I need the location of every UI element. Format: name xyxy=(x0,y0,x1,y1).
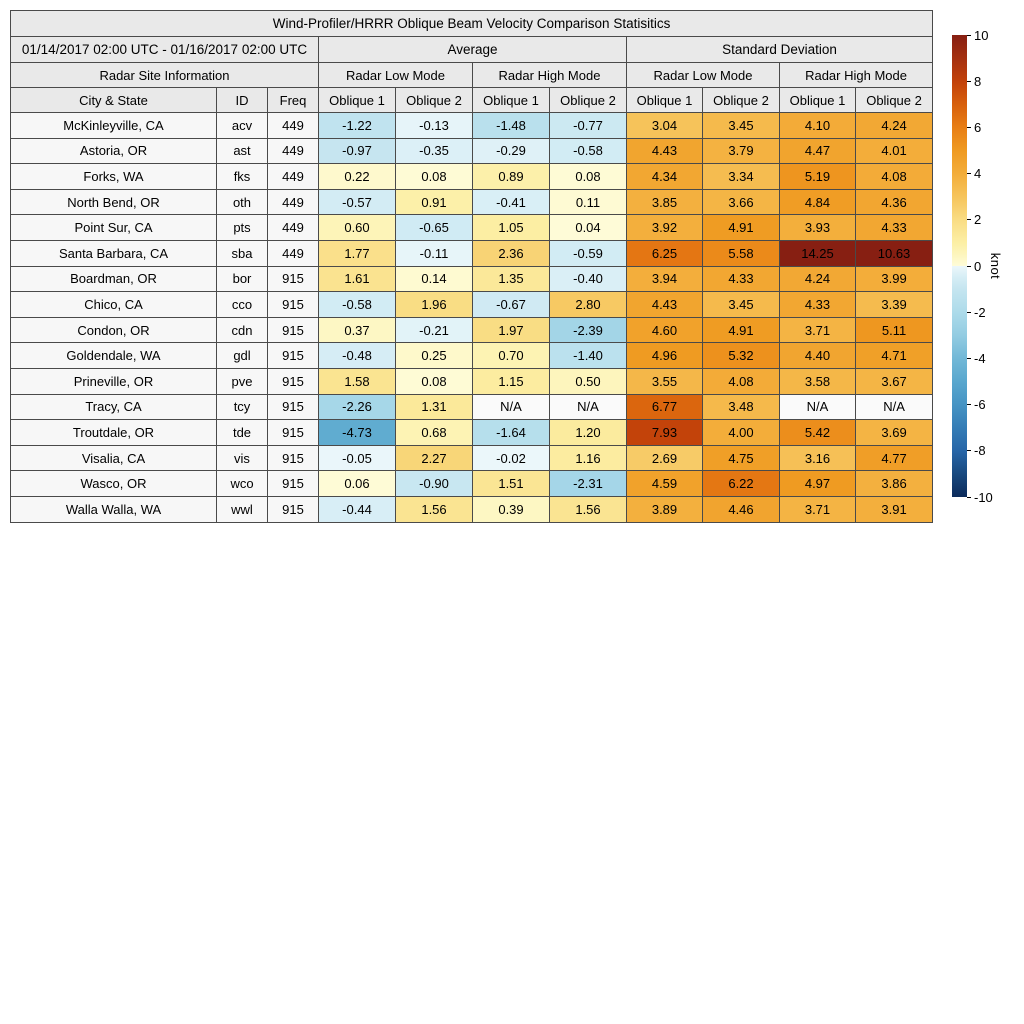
value-cell: 1.35 xyxy=(473,266,550,292)
value-cell: -0.90 xyxy=(396,471,473,497)
value-cell: 0.08 xyxy=(396,164,473,190)
value-cell: 6.22 xyxy=(703,471,780,497)
freq-cell: 915 xyxy=(268,292,319,318)
stats-table xyxy=(10,10,933,523)
value-cell: 1.77 xyxy=(319,240,396,266)
value-cell: 4.33 xyxy=(703,266,780,292)
city-cell: Wasco, OR xyxy=(11,471,217,497)
value-cell: 3.45 xyxy=(703,113,780,139)
value-cell: 4.97 xyxy=(780,471,856,497)
value-cell: 1.51 xyxy=(473,471,550,497)
table-row xyxy=(11,317,933,343)
value-cell: 4.33 xyxy=(856,215,933,241)
value-cell: 3.91 xyxy=(856,496,933,522)
value-cell: 4.08 xyxy=(703,368,780,394)
id-cell: pts xyxy=(217,215,268,241)
value-cell: 1.20 xyxy=(550,420,627,446)
mode-header-row xyxy=(11,63,933,88)
freq-cell: 915 xyxy=(268,368,319,394)
city-cell: McKinleyville, CA xyxy=(11,113,217,139)
value-cell: 4.43 xyxy=(627,292,703,318)
value-cell: N/A xyxy=(473,394,550,420)
value-cell: 3.85 xyxy=(627,189,703,215)
id-header: ID xyxy=(217,88,268,113)
value-cell: 4.84 xyxy=(780,189,856,215)
table-row xyxy=(11,471,933,497)
value-cell: N/A xyxy=(550,394,627,420)
value-cell: -0.11 xyxy=(396,240,473,266)
value-cell: 6.77 xyxy=(627,394,703,420)
value-cell: 3.71 xyxy=(780,317,856,343)
value-cell: -1.40 xyxy=(550,343,627,369)
value-cell: 7.93 xyxy=(627,420,703,446)
colorbar-tick-label: -8 xyxy=(974,443,986,459)
colorbar-tick xyxy=(967,127,971,128)
colorbar-tick xyxy=(967,35,971,36)
id-cell: ast xyxy=(217,138,268,164)
value-cell: 1.56 xyxy=(396,496,473,522)
value-cell: 3.79 xyxy=(703,138,780,164)
value-cell: -2.39 xyxy=(550,317,627,343)
colorbar-tick xyxy=(967,497,971,498)
value-cell: 0.04 xyxy=(550,215,627,241)
freq-cell: 915 xyxy=(268,317,319,343)
freq-cell: 449 xyxy=(268,164,319,190)
value-cell: 4.10 xyxy=(780,113,856,139)
value-cell: 4.59 xyxy=(627,471,703,497)
value-cell: -0.57 xyxy=(319,189,396,215)
value-cell: -0.97 xyxy=(319,138,396,164)
value-cell: -4.73 xyxy=(319,420,396,446)
value-cell: 5.42 xyxy=(780,420,856,446)
value-cell: 0.60 xyxy=(319,215,396,241)
value-cell: 0.50 xyxy=(550,368,627,394)
value-cell: 3.34 xyxy=(703,164,780,190)
value-cell: 4.75 xyxy=(703,445,780,471)
value-cell: 4.24 xyxy=(780,266,856,292)
value-cell: 3.39 xyxy=(856,292,933,318)
title-row xyxy=(11,11,933,37)
oblique-header: Oblique 2 xyxy=(396,88,473,113)
value-cell: 2.80 xyxy=(550,292,627,318)
value-cell: 1.56 xyxy=(550,496,627,522)
table-row xyxy=(11,266,933,292)
value-cell: 5.11 xyxy=(856,317,933,343)
value-cell: 1.15 xyxy=(473,368,550,394)
colorbar-gradient xyxy=(952,35,967,497)
freq-cell: 449 xyxy=(268,113,319,139)
colorbar-tick xyxy=(967,450,971,451)
city-cell: Point Sur, CA xyxy=(11,215,217,241)
freq-cell: 449 xyxy=(268,240,319,266)
city-cell: Visalia, CA xyxy=(11,445,217,471)
value-cell: -0.67 xyxy=(473,292,550,318)
id-cell: vis xyxy=(217,445,268,471)
city-cell: Astoria, OR xyxy=(11,138,217,164)
table-row xyxy=(11,496,933,522)
table-body xyxy=(11,113,933,523)
value-cell: 1.31 xyxy=(396,394,473,420)
city-cell: Prineville, OR xyxy=(11,368,217,394)
value-cell: 3.69 xyxy=(856,420,933,446)
colorbar-tick-label: 6 xyxy=(974,119,982,135)
city-cell: Tracy, CA xyxy=(11,394,217,420)
mode-high-avg-cell: Radar High Mode xyxy=(473,63,627,88)
oblique-header: Oblique 1 xyxy=(627,88,703,113)
value-cell: 10.63 xyxy=(856,240,933,266)
table-row xyxy=(11,189,933,215)
value-cell: 2.36 xyxy=(473,240,550,266)
value-cell: 1.58 xyxy=(319,368,396,394)
city-cell: Forks, WA xyxy=(11,164,217,190)
oblique-header: Oblique 1 xyxy=(319,88,396,113)
value-cell: -0.41 xyxy=(473,189,550,215)
value-cell: 6.25 xyxy=(627,240,703,266)
colorbar-tick xyxy=(967,358,971,359)
table-row xyxy=(11,164,933,190)
value-cell: 4.40 xyxy=(780,343,856,369)
colorbar-tick-label: -10 xyxy=(974,489,993,505)
group-stddev-cell: Standard Deviation xyxy=(627,37,933,63)
value-cell: -0.77 xyxy=(550,113,627,139)
colorbar-tick xyxy=(967,81,971,82)
table-row xyxy=(11,113,933,139)
value-cell: -1.22 xyxy=(319,113,396,139)
value-cell: 3.16 xyxy=(780,445,856,471)
mode-high-std-cell: Radar High Mode xyxy=(780,63,933,88)
value-cell: -0.59 xyxy=(550,240,627,266)
table-row xyxy=(11,445,933,471)
value-cell: 4.24 xyxy=(856,113,933,139)
city-cell: Chico, CA xyxy=(11,292,217,318)
id-cell: tcy xyxy=(217,394,268,420)
value-cell: -0.58 xyxy=(319,292,396,318)
mode-low-std-cell: Radar Low Mode xyxy=(627,63,780,88)
value-cell: -0.65 xyxy=(396,215,473,241)
column-header-row xyxy=(11,88,933,113)
value-cell: 3.04 xyxy=(627,113,703,139)
group-average-cell: Average xyxy=(319,37,627,63)
value-cell: 1.05 xyxy=(473,215,550,241)
colorbar-tick xyxy=(967,266,971,267)
freq-cell: 449 xyxy=(268,215,319,241)
value-cell: 4.47 xyxy=(780,138,856,164)
group-header-row xyxy=(11,37,933,63)
value-cell: 2.27 xyxy=(396,445,473,471)
value-cell: 0.68 xyxy=(396,420,473,446)
value-cell: -2.26 xyxy=(319,394,396,420)
freq-cell: 915 xyxy=(268,394,319,420)
colorbar-tick xyxy=(967,404,971,405)
value-cell: 0.06 xyxy=(319,471,396,497)
value-cell: 4.43 xyxy=(627,138,703,164)
chart-title: Wind-Profiler/HRRR Oblique Beam Velocity Comparison Statisitics xyxy=(11,11,933,37)
value-cell: 1.97 xyxy=(473,317,550,343)
value-cell: -1.48 xyxy=(473,113,550,139)
value-cell: 0.08 xyxy=(396,368,473,394)
value-cell: -0.35 xyxy=(396,138,473,164)
value-cell: 1.96 xyxy=(396,292,473,318)
value-cell: -2.31 xyxy=(550,471,627,497)
city-cell: Goldendale, WA xyxy=(11,343,217,369)
value-cell: 0.91 xyxy=(396,189,473,215)
value-cell: 4.91 xyxy=(703,317,780,343)
table-row xyxy=(11,420,933,446)
value-cell: 3.71 xyxy=(780,496,856,522)
value-cell: 2.69 xyxy=(627,445,703,471)
city-state-header: City & State xyxy=(11,88,217,113)
table-row xyxy=(11,343,933,369)
value-cell: 1.16 xyxy=(550,445,627,471)
site-info-cell: Radar Site Information xyxy=(11,63,319,88)
date-range-cell: 01/14/2017 02:00 UTC - 01/16/2017 02:00 UTC xyxy=(11,37,319,63)
value-cell: 3.45 xyxy=(703,292,780,318)
mode-low-avg-cell: Radar Low Mode xyxy=(319,63,473,88)
value-cell: 4.01 xyxy=(856,138,933,164)
value-cell: 3.58 xyxy=(780,368,856,394)
freq-cell: 449 xyxy=(268,138,319,164)
value-cell: 4.91 xyxy=(703,215,780,241)
value-cell: -0.29 xyxy=(473,138,550,164)
value-cell: 1.61 xyxy=(319,266,396,292)
value-cell: 3.48 xyxy=(703,394,780,420)
value-cell: 0.14 xyxy=(396,266,473,292)
colorbar-tick-label: 0 xyxy=(974,258,982,274)
oblique-header: Oblique 1 xyxy=(473,88,550,113)
value-cell: 3.66 xyxy=(703,189,780,215)
table-row xyxy=(11,368,933,394)
table-row xyxy=(11,215,933,241)
value-cell: 3.93 xyxy=(780,215,856,241)
value-cell: 4.60 xyxy=(627,317,703,343)
value-cell: 5.58 xyxy=(703,240,780,266)
value-cell: 4.46 xyxy=(703,496,780,522)
value-cell: 4.77 xyxy=(856,445,933,471)
value-cell: 4.33 xyxy=(780,292,856,318)
freq-cell: 915 xyxy=(268,496,319,522)
value-cell: -0.05 xyxy=(319,445,396,471)
value-cell: 0.70 xyxy=(473,343,550,369)
value-cell: -0.13 xyxy=(396,113,473,139)
id-cell: fks xyxy=(217,164,268,190)
value-cell: 3.94 xyxy=(627,266,703,292)
value-cell: -1.64 xyxy=(473,420,550,446)
city-cell: Condon, OR xyxy=(11,317,217,343)
value-cell: 5.19 xyxy=(780,164,856,190)
value-cell: -0.48 xyxy=(319,343,396,369)
value-cell: 0.11 xyxy=(550,189,627,215)
value-cell: 3.67 xyxy=(856,368,933,394)
value-cell: N/A xyxy=(856,394,933,420)
city-cell: North Bend, OR xyxy=(11,189,217,215)
city-cell: Walla Walla, WA xyxy=(11,496,217,522)
colorbar-tick xyxy=(967,173,971,174)
value-cell: -0.40 xyxy=(550,266,627,292)
id-cell: acv xyxy=(217,113,268,139)
city-cell: Troutdale, OR xyxy=(11,420,217,446)
value-cell: -0.21 xyxy=(396,317,473,343)
colorbar-tick-label: -6 xyxy=(974,397,986,413)
colorbar-tick-label: 4 xyxy=(974,166,982,182)
table-row xyxy=(11,240,933,266)
freq-cell: 449 xyxy=(268,189,319,215)
oblique-header: Oblique 2 xyxy=(856,88,933,113)
colorbar-tick xyxy=(967,219,971,220)
table-row xyxy=(11,138,933,164)
value-cell: 0.08 xyxy=(550,164,627,190)
value-cell: 0.39 xyxy=(473,496,550,522)
freq-header: Freq xyxy=(268,88,319,113)
id-cell: sba xyxy=(217,240,268,266)
id-cell: cco xyxy=(217,292,268,318)
value-cell: N/A xyxy=(780,394,856,420)
freq-cell: 915 xyxy=(268,445,319,471)
id-cell: bor xyxy=(217,266,268,292)
value-cell: 4.08 xyxy=(856,164,933,190)
oblique-header: Oblique 1 xyxy=(780,88,856,113)
id-cell: oth xyxy=(217,189,268,215)
value-cell: -0.58 xyxy=(550,138,627,164)
value-cell: 0.22 xyxy=(319,164,396,190)
value-cell: -0.44 xyxy=(319,496,396,522)
value-cell: 4.71 xyxy=(856,343,933,369)
oblique-header: Oblique 2 xyxy=(703,88,780,113)
city-cell: Boardman, OR xyxy=(11,266,217,292)
value-cell: -0.02 xyxy=(473,445,550,471)
id-cell: wwl xyxy=(217,496,268,522)
value-cell: 3.86 xyxy=(856,471,933,497)
freq-cell: 915 xyxy=(268,266,319,292)
colorbar xyxy=(952,27,1022,505)
table-row xyxy=(11,394,933,420)
id-cell: tde xyxy=(217,420,268,446)
id-cell: pve xyxy=(217,368,268,394)
value-cell: 0.89 xyxy=(473,164,550,190)
freq-cell: 915 xyxy=(268,471,319,497)
value-cell: 4.34 xyxy=(627,164,703,190)
colorbar-tick-label: 10 xyxy=(974,27,989,43)
value-cell: 3.89 xyxy=(627,496,703,522)
id-cell: cdn xyxy=(217,317,268,343)
value-cell: 3.92 xyxy=(627,215,703,241)
id-cell: gdl xyxy=(217,343,268,369)
value-cell: 4.96 xyxy=(627,343,703,369)
table-row xyxy=(11,292,933,318)
freq-cell: 915 xyxy=(268,343,319,369)
value-cell: 5.32 xyxy=(703,343,780,369)
id-cell: wco xyxy=(217,471,268,497)
city-cell: Santa Barbara, CA xyxy=(11,240,217,266)
colorbar-tick-label: -4 xyxy=(974,350,986,366)
value-cell: 3.55 xyxy=(627,368,703,394)
value-cell: 14.25 xyxy=(780,240,856,266)
value-cell: 0.37 xyxy=(319,317,396,343)
colorbar-tick-label: 8 xyxy=(974,73,982,89)
oblique-header: Oblique 2 xyxy=(550,88,627,113)
colorbar-tick-label: 2 xyxy=(974,212,982,228)
colorbar-tick xyxy=(967,312,971,313)
value-cell: 3.99 xyxy=(856,266,933,292)
colorbar-tick-label: -2 xyxy=(974,304,986,320)
freq-cell: 915 xyxy=(268,420,319,446)
value-cell: 4.00 xyxy=(703,420,780,446)
value-cell: 0.25 xyxy=(396,343,473,369)
colorbar-unit-label: knot xyxy=(988,252,1003,280)
value-cell: 4.36 xyxy=(856,189,933,215)
